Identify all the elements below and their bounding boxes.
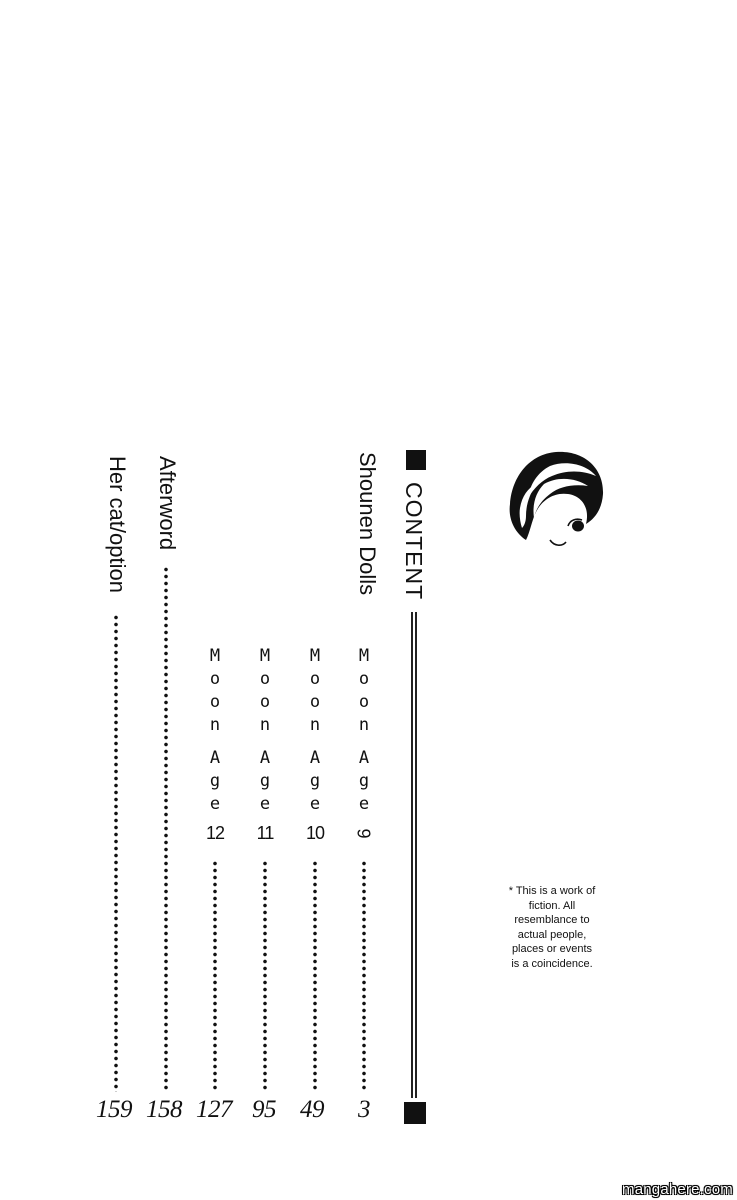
chapter-letter: A <box>259 748 271 768</box>
chapter-letter: g <box>209 771 221 791</box>
rule-line-left <box>411 612 413 1098</box>
swirl-face-logo-icon <box>506 448 606 556</box>
page-number: 3 <box>358 1096 370 1123</box>
chapter-letter: M <box>209 646 221 666</box>
chapter-letter: A <box>358 748 370 768</box>
chapter-letter: n <box>358 715 370 735</box>
chapter-letter: e <box>259 794 271 814</box>
chapter-moon-age-9 <box>354 645 374 844</box>
chapter-number: 11 <box>256 823 274 843</box>
chapter-letter: o <box>259 692 271 712</box>
chapter-letter: A <box>209 748 221 768</box>
chapter-letter: n <box>309 715 321 735</box>
page-number: 127 <box>196 1096 232 1123</box>
rule-line-right <box>415 612 417 1098</box>
leader-dots <box>163 566 169 1092</box>
chapter-letter: o <box>209 669 221 689</box>
chapter-moon-age-11 <box>255 645 275 844</box>
chapter-letter: e <box>309 794 321 814</box>
page-number: 158 <box>146 1096 182 1123</box>
extra-title-afterword: Afterword <box>155 456 180 551</box>
chapter-letter: M <box>358 646 370 666</box>
disclaimer-text: * This is a work of fiction. All resemblance to actual people, places or events is a coincidence. <box>508 885 596 970</box>
page-number: 159 <box>96 1096 132 1123</box>
chapter-number: 10 <box>305 823 325 843</box>
leader-dots <box>361 860 367 1092</box>
chapter-letter: A <box>309 748 321 768</box>
chapter-moon-age-10 <box>305 645 325 844</box>
extra-title-her-cat-option: Her cat/option <box>105 456 130 593</box>
chapter-letter: o <box>259 669 271 689</box>
leader-dots <box>262 860 268 1092</box>
leader-dots <box>312 860 318 1092</box>
chapter-letter: o <box>358 692 370 712</box>
chapter-letter: g <box>259 771 271 791</box>
chapter-letter: M <box>259 646 271 666</box>
chapter-number: 9 <box>353 828 374 838</box>
chapter-letter: e <box>358 794 370 814</box>
chapter-letter: o <box>309 669 321 689</box>
chapter-letter: M <box>309 646 321 666</box>
page-number: 49 <box>300 1096 324 1123</box>
chapter-letter: e <box>209 794 221 814</box>
chapter-letter: g <box>358 771 370 791</box>
chapter-letter: o <box>358 669 370 689</box>
header-square-bottom <box>404 1102 426 1124</box>
leader-dots <box>212 860 218 1092</box>
series-title: Shounen Dolls <box>355 452 380 596</box>
leader-dots <box>113 614 119 1092</box>
chapter-letter: g <box>309 771 321 791</box>
chapter-letter: n <box>259 715 271 735</box>
chapter-letter: n <box>209 715 221 735</box>
watermark: mangahere.com <box>622 1181 733 1198</box>
chapter-letter: o <box>309 692 321 712</box>
chapter-letter: o <box>209 692 221 712</box>
toc-header: CONTENT <box>401 482 427 601</box>
chapter-number: 12 <box>205 823 225 843</box>
chapter-moon-age-12 <box>205 645 225 844</box>
header-square-top <box>406 450 426 470</box>
page-number: 95 <box>252 1096 276 1123</box>
